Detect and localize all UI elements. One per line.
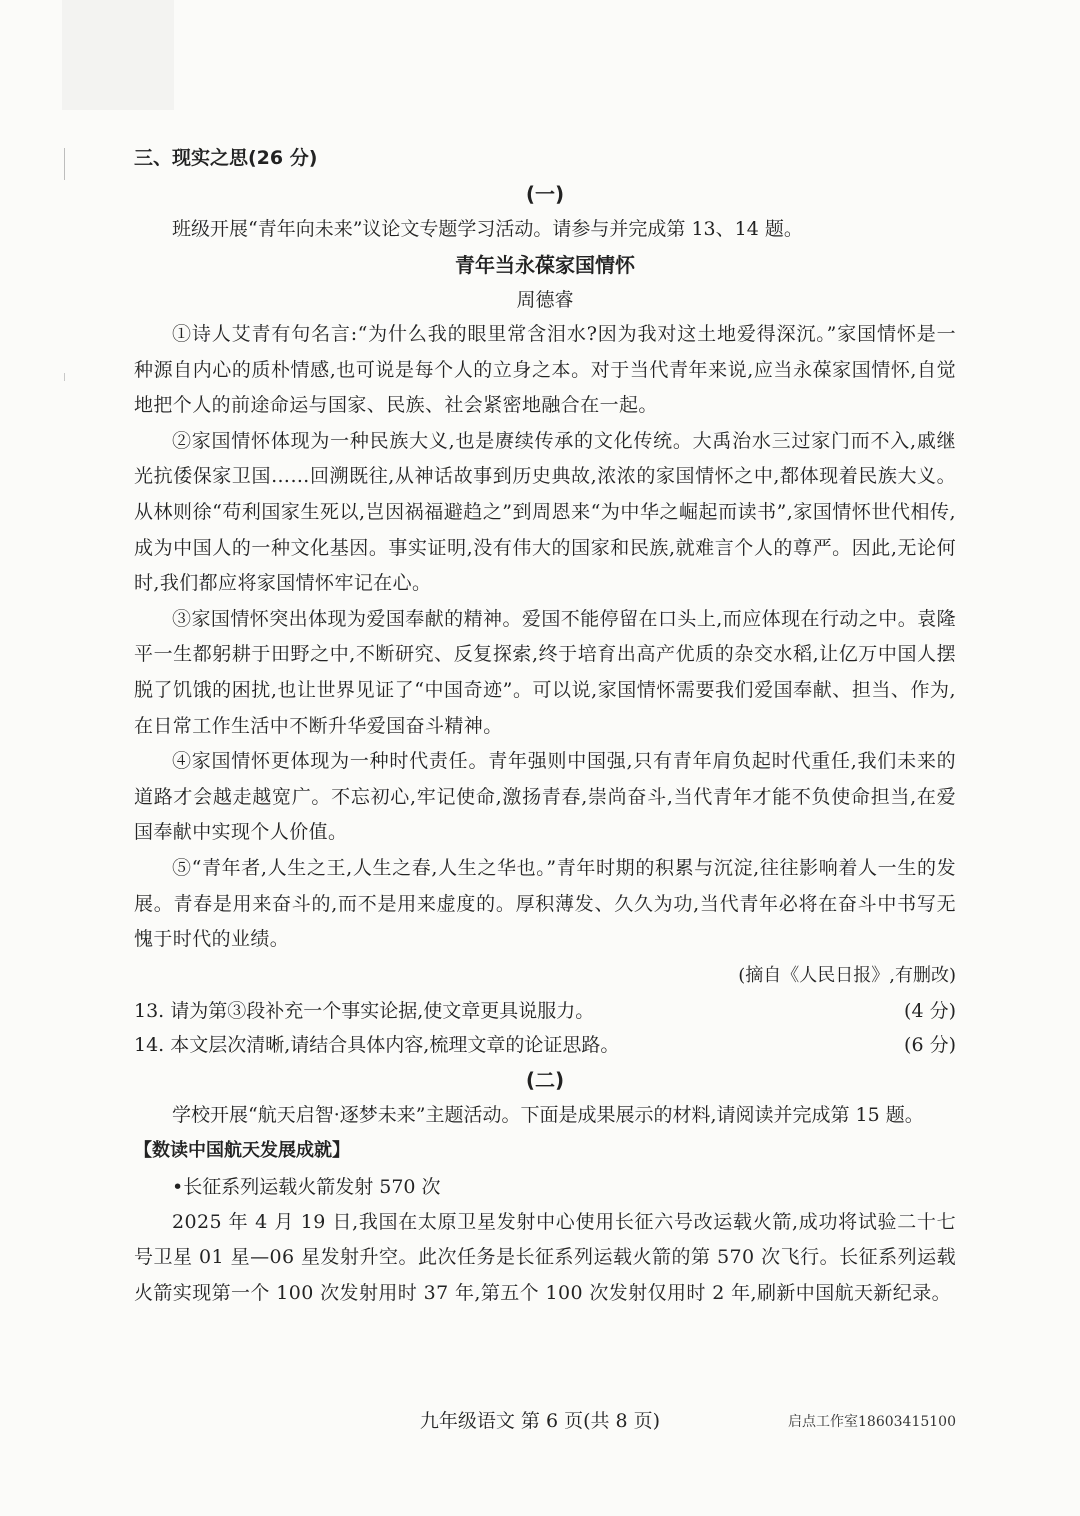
article-paragraph-1: ①诗人艾青有句名言:“为什么我的眼里常含泪水?因为我对这土地爱得深沉。”家国情怀是一种源自内心的质朴情感,也可说是每个人的立身之本。对于当代青年来说,应当永葆家国情怀,自觉地把个人的前途命运与国家、民族、社会紧密地融合在一起。 [134,323,956,417]
page-footer: 九年级语文 第 6 页(共 8 页) [419,1410,661,1432]
question-13-score: (4 分) [904,999,956,1022]
page-content [134,140,956,1311]
question-13-text: 13. 请为第③段补充一个事实论据,使文章更具说服力。 [134,999,595,1022]
article-title: 青年当永葆家国情怀 [455,253,635,277]
material-title: 【数读中国航天发展成就】 [134,1139,350,1161]
question-14-text: 14. 本文层次清晰,请结合具体内容,梳理文章的论证思路。 [134,1033,620,1056]
part2-heading: (二) [525,1067,565,1092]
question-13 [134,994,956,1028]
section-title: 三、现实之思(26 分) [134,147,318,169]
question-14 [134,1028,956,1062]
part1-heading: (一) [525,182,565,206]
article-paragraph-3: ③家国情怀突出体现为爱国奉献的精神。爱国不能停留在口头上,而应体现在行动之中。袁隆平一生都躬耕于田野之中,不断研究、反复探索,终于培育出高产优质的杂交水稻,让亿万中国人摆脱了饥饿的困扰,也让世界见证了“中国奇迹”。可以说,家国情怀需要我们爱国奉献、担当、作为,在日常工作生活中不断升华爱国奋斗精神。 [134,607,956,737]
article-source: (摘自《人民日报》,有删改) [738,964,956,986]
margin-mark [64,373,65,381]
studio-watermark: 启点工作室18603415100 [788,1414,956,1430]
article-paragraph-5: ⑤“青年者,人生之王,人生之春,人生之华也。”青年时期的积累与沉淀,往往影响着人一生的发展。青春是用来奋斗的,而不是用来虚度的。厚积薄发、久久为功,当代青年必将在奋斗中书写无愧于时代的业绩。 [134,856,956,951]
article-author: 周德睿 [516,289,574,311]
question-14-score: (6 分) [904,1033,956,1056]
scan-shadow [62,0,174,110]
part1-intro: 班级开展“青年向未来”议论文专题学习活动。请参与并完成第 13、14 题。 [172,218,803,240]
article-paragraph-4: ④家国情怀更体现为一种时代责任。青年强则中国强,只有青年肩负起时代重任,我们未来的道路才会越走越宽广。不忘初心,牢记使命,激扬青春,崇尚奋斗,当代青年才能不负使命担当,在爱国奉献中实现个人价值。 [134,750,956,844]
material-bullet: •长征系列运载火箭发射 570 次 [172,1175,441,1198]
part2-intro: 学校开展“航天启智·逐梦未来”主题活动。下面是成果展示的材料,请阅读并完成第 15 题。 [172,1103,924,1126]
material-paragraph: 2025 年 4 月 19 日,我国在太原卫星发射中心使用长征六号改运载火箭,成功将试验二十七号卫星 01 星—06 星发射升空。此次任务是长征系列运载火箭的第 570 次飞行。长征系列运载火箭实现第一个 100 次发射用时 37 年,第五个 100 次发射仅用时 2 年,刷新中国航天新纪录。 [134,1210,956,1304]
article-paragraph-2: ②家国情怀体现为一种民族大义,也是赓续传承的文化传统。大禹治水三过家门而不入,戚继光抗倭保家卫国……回溯既往,从神话故事到历史典故,浓浓的家国情怀之中,都体现着民族大义。从林则徐“苟利国家生死以,岂因祸福避趋之”到周恩来“为中华之崛起而读书”,家国情怀世代相传,成为中国人的一种文化基因。事实证明,没有伟大的国家和民族,就难言个人的尊严。因此,无论何时,我们都应将家国情怀牢记在心。 [134,429,956,595]
margin-mark [64,148,65,180]
